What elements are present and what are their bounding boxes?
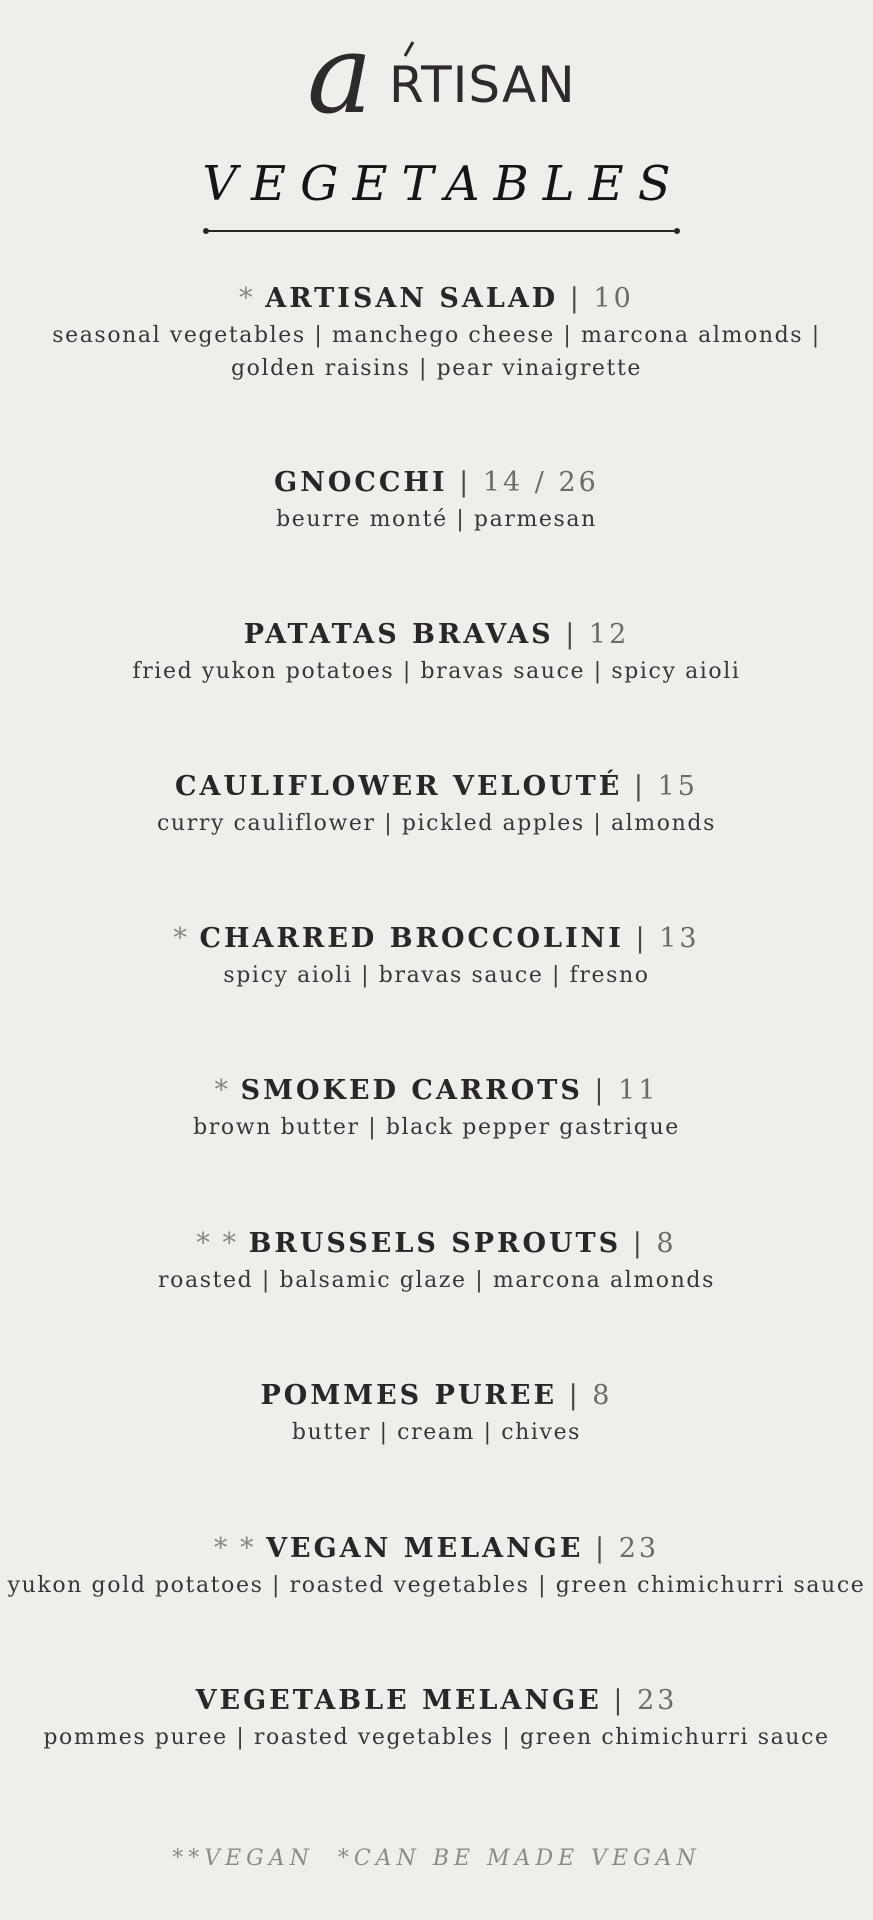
menu-item-description (0, 807, 873, 840)
svg-text:a: a (306, 22, 373, 122)
price-separator: | (558, 283, 594, 314)
description-line: butter | cream | chives (291, 1420, 582, 1445)
menu-item-price: 14 / 26 (482, 467, 599, 498)
svg-text:RTISAN: RTISAN (388, 56, 576, 114)
menu-item-price: 13 (659, 923, 700, 954)
menu-item (0, 1532, 873, 1602)
menu-item-heading (0, 1532, 873, 1566)
description-line: seasonal vegetables | manchego cheese | marcona almonds | (52, 323, 821, 348)
price-separator: | (447, 467, 483, 498)
menu-item-heading (0, 770, 873, 804)
menu-item-description (0, 1416, 873, 1449)
description-line: curry cauliflower | pickled apples | almonds (157, 811, 716, 836)
vegan-mark: * (214, 1075, 241, 1106)
section-title: VEGETABLES (202, 156, 685, 212)
menu-item-price: 8 (656, 1228, 677, 1259)
price-separator: | (622, 771, 658, 802)
vegan-mark: * (173, 923, 200, 954)
vegan-footnote: **VEGAN *CAN BE MADE VEGAN (172, 1846, 701, 1871)
menu-item (0, 466, 873, 536)
vegan-mark: * * (213, 1533, 267, 1564)
menu-item (0, 282, 873, 385)
menu-item-description (0, 1721, 873, 1754)
menu-item-price: 12 (588, 619, 630, 650)
menu-item-price: 10 (593, 283, 634, 314)
menu-item-heading (0, 1684, 873, 1718)
description-line: spicy aioli | bravas sauce | fresno (223, 963, 650, 988)
menu-item-description (0, 959, 873, 992)
description-line: fried yukon potatoes | bravas sauce | spicy aioli (132, 659, 741, 684)
menu-item (0, 1074, 873, 1144)
menu-item-heading (0, 282, 873, 316)
menu-item-name: ARTISAN SALAD (265, 283, 559, 314)
menu-item-name: VEGAN MELANGE (266, 1533, 584, 1564)
price-separator: | (601, 1685, 638, 1716)
price-separator: | (582, 1075, 619, 1106)
description-line: beurre monté | parmesan (276, 507, 597, 532)
menu-item-name: CAULIFLOWER VELOUTÉ (175, 771, 623, 802)
menu-item-description (0, 655, 873, 688)
description-line: yukon gold potatoes | roasted vegetables | green chimichurri sauce (7, 1573, 866, 1598)
menu-item-heading (0, 1074, 873, 1108)
menu-item-description (0, 1264, 873, 1297)
menu-item-heading (0, 1379, 873, 1413)
description-line: brown butter | black pepper gastrique (193, 1115, 680, 1140)
menu-item-price: 23 (637, 1685, 678, 1716)
menu-item-heading (0, 1227, 873, 1261)
menu-item-heading (0, 466, 873, 500)
menu-item (0, 1227, 873, 1297)
description-line: roasted | balsamic glaze | marcona almonds (158, 1268, 715, 1293)
menu-item (0, 922, 873, 992)
menu-item-price: 15 (657, 771, 698, 802)
menu-item-description (0, 1569, 873, 1602)
menu-item-price: 8 (592, 1380, 613, 1411)
price-separator: | (553, 619, 589, 650)
menu-item-name: SMOKED CARROTS (240, 1075, 583, 1106)
vegan-mark: * * (196, 1228, 249, 1259)
menu-item-name: CHARRED BROCCOLINI (199, 923, 624, 954)
menu-item-name: POMMES PUREE (260, 1380, 558, 1411)
price-separator: | (557, 1380, 593, 1411)
menu-item (0, 770, 873, 840)
menu-item-name: GNOCCHI (274, 467, 448, 498)
menu-item-description (0, 1111, 873, 1144)
menu-item-heading (0, 618, 873, 652)
title-divider (206, 230, 677, 232)
menu-item (0, 1379, 873, 1449)
menu-item-name: PATATAS BRAVAS (243, 619, 554, 650)
vegan-mark: * (239, 283, 266, 314)
menu-item-description (0, 503, 873, 536)
description-line: pommes puree | roasted vegetables | green chimichurri sauce (43, 1725, 830, 1750)
price-separator: | (583, 1533, 619, 1564)
price-separator: | (621, 1228, 657, 1259)
menu-item (0, 618, 873, 688)
menu-item (0, 1684, 873, 1754)
menu-item-name: VEGETABLE MELANGE (195, 1685, 602, 1716)
price-separator: | (623, 923, 660, 954)
menu-item-name: BRUSSELS SPROUTS (248, 1228, 622, 1259)
menu-item-price: 11 (618, 1075, 659, 1106)
description-line: golden raisins | pear vinaigrette (230, 356, 643, 381)
artisan-logo (0, 22, 873, 122)
menu-item-description (0, 319, 873, 385)
menu-item-price: 23 (618, 1533, 660, 1564)
menu-item-heading (0, 922, 873, 956)
